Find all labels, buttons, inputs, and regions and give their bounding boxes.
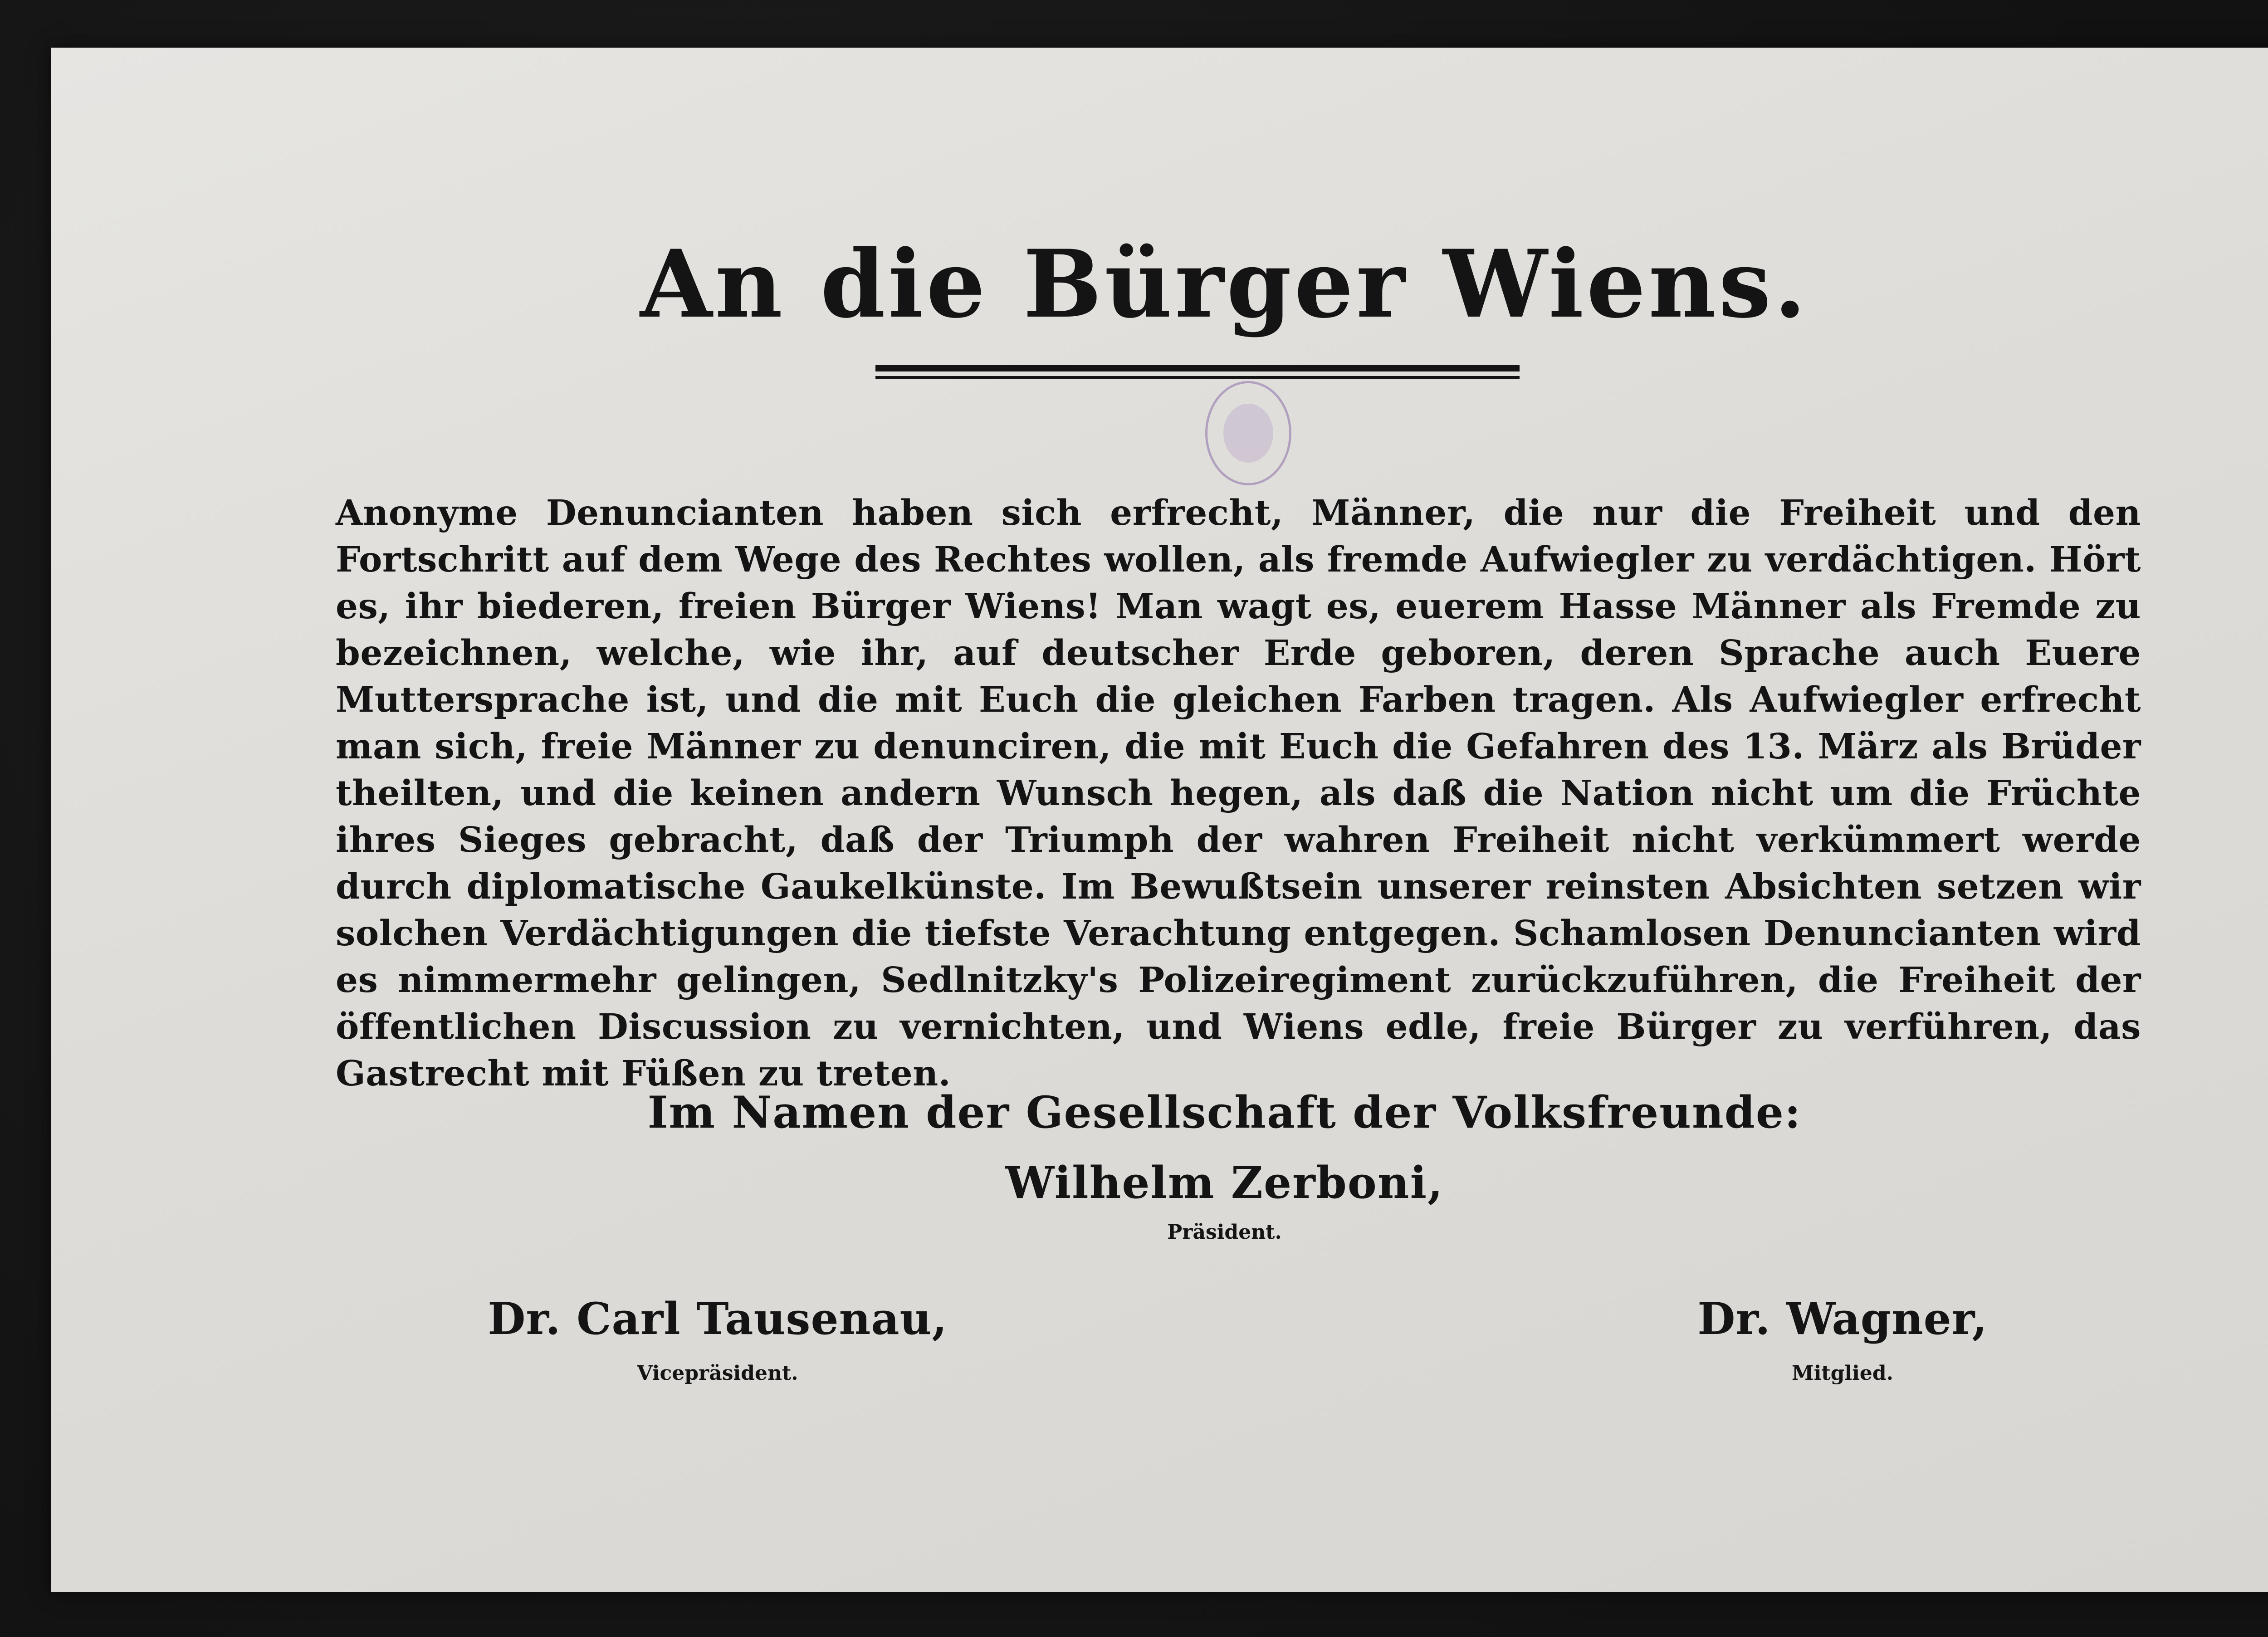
member-signature [1638,1293,2047,1385]
vice-president-role: Vicepräsident. [637,1362,798,1385]
title-divider [875,365,1520,379]
poster-body-text: Anonyme Denuncianten haben sich erfrecht, Männer, die nur die Freiheit und den Fortschritt auf dem Wege des Rechtes wollen, als fremde Aufwiegler zu verdächtigen. Hört es, ihr biederen, freien Bürger Wiens! Man wagt es, euerem Hasse Männer als Fremde zu bezeichnen, welche, wie ihr, auf deutscher Erde geboren, deren Sprache auch Euere Muttersprache ist, und die mit Euch die gleichen Farben tragen. Als Aufwiegler erfrecht man sich, freie Männer zu denunciren, die mit Euch die Gefahren des 13. März als Brüder theilten, und die keinen andern Wunsch hegen, als daß die Nation nicht um die Früchte ihres Sieges gebracht, daß der Triumph der wahren Freiheit nicht verkümmert werde durch diplomatische Gaukelkünste. Im Bewußtsein unserer reinsten Absichten setzen wir solchen Verdächtigungen die tiefste Verachtung entgegen. Schamlosen Denuncianten wird es nimmermehr gelingen, Sedlnitzky's Polizeiregiment zurückzuführen, die Freiheit der öffentlichen Discussion zu vernichten, und Wiens edle, freie Bürger zu verführen, das Gastrecht mit Füßen zu treten. [336,493,2141,1094]
president-role: Präsident. [1167,1221,1282,1244]
poster-sheet [51,48,2268,1592]
poster-title: An die Bürger Wiens. [640,230,1809,339]
society-signoff: Im Namen der Gesellschaft der Volksfreunde: [647,1087,1802,1138]
vice-president-name: Dr. Carl Tausenau, [488,1293,948,1344]
archive-stamp-icon [1205,381,1291,485]
vice-president-signature [445,1293,990,1385]
member-name: Dr. Wagner, [1697,1293,1988,1344]
member-role: Mitglied. [1791,1362,1894,1385]
president-name: Wilhelm Zerboni, [1005,1157,1444,1208]
